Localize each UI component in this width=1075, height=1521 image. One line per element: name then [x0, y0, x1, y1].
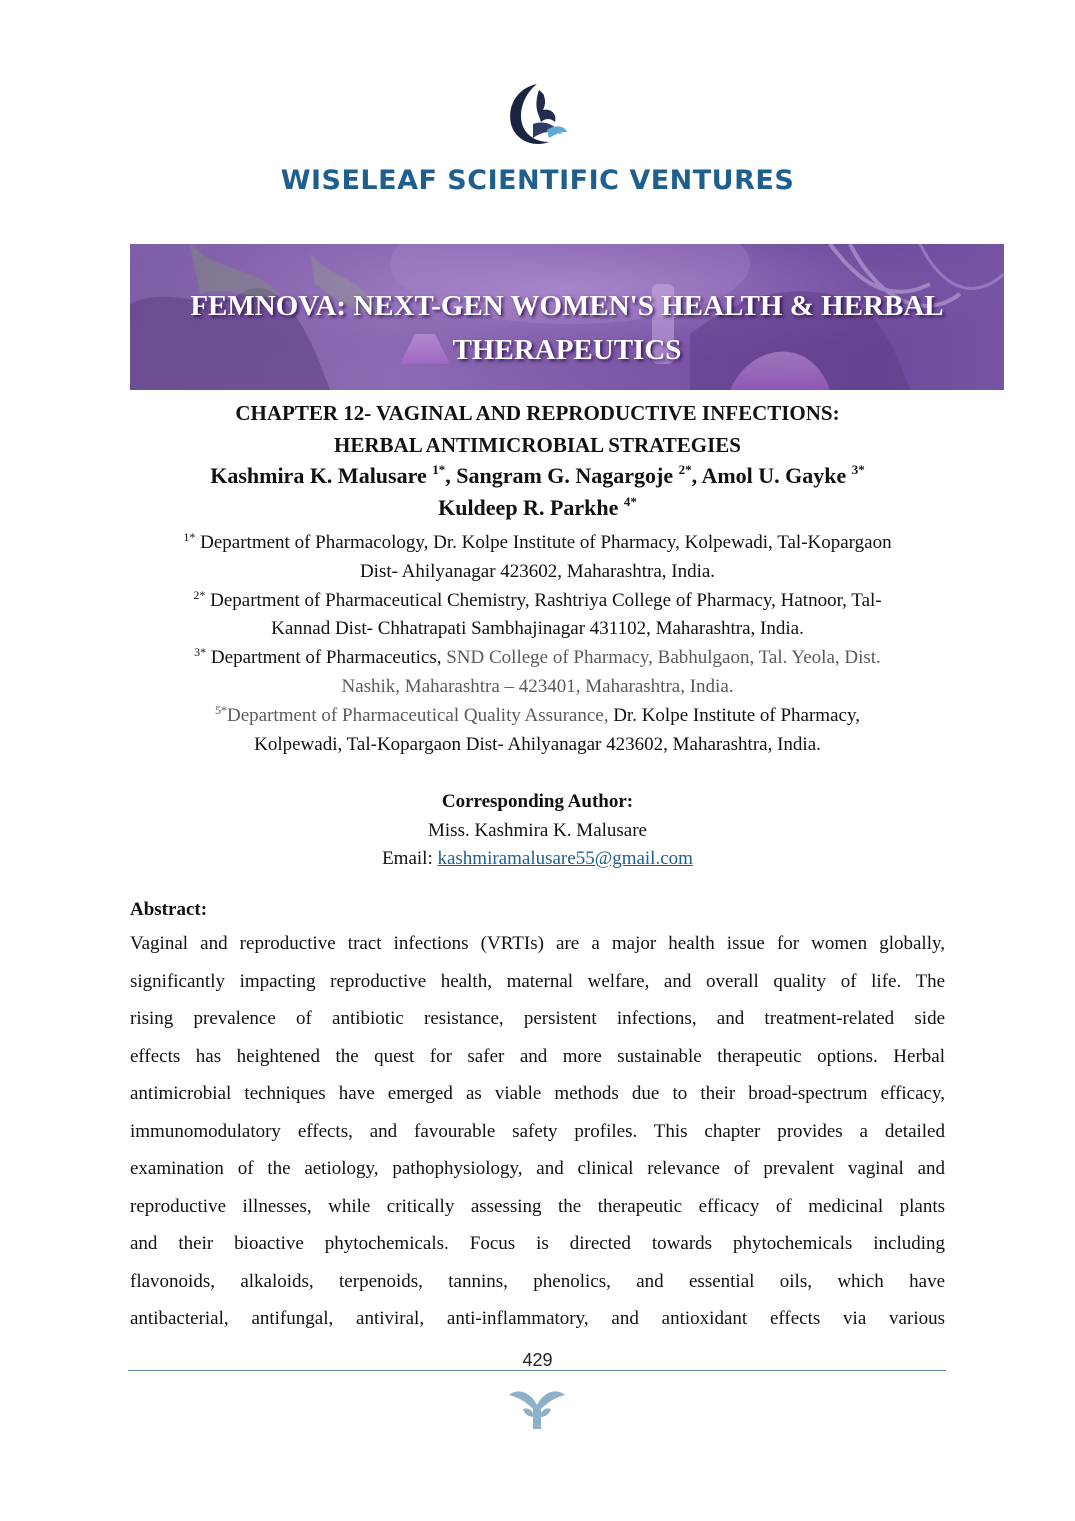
author-name: Kuldeep R. Parkhe: [438, 495, 619, 520]
author-name: Amol U. Gayke: [701, 463, 847, 488]
abstract-heading: Abstract:: [130, 899, 208, 920]
abstract-line: immunomodulatory effects, and favourable safety profiles. This chapter provides a detailed: [130, 1120, 945, 1142]
abstract-line: examination of the aetiology, pathophysiology, and clinical relevance of prevalent vaginal and: [130, 1158, 945, 1179]
leaf-figure-logo-icon: [503, 80, 571, 150]
abstract-line: antimicrobial techniques have emerged as viable methods due to their broad-spectrum efficacy,: [130, 1083, 945, 1104]
affiliation-4: $^{5*}$Department of Pharmaceutical Quality Assurance, Dr. Kolpe Institute of Pharmacy, Kolpewadi, Tal-Kopargaon Dist- Ahilyanagar 423602, Maharashtra, India.: [215, 702, 860, 755]
abstract-line: Vaginal and reproductive tract infections (VRTIs) are a major health issue for women globally,: [130, 933, 945, 954]
abstract-line: effects has heightened the quest for safer and more sustainable therapeutic options. Herbal: [130, 1045, 945, 1067]
author-name: Kashmira K. Malusare: [210, 463, 427, 488]
abstract-line: significantly impacting reproductive health, maternal welfare, and overall quality of life. The: [130, 970, 945, 992]
book-title: FEMNOVA: NEXT-GEN WOMEN'S HEALTH & HERBAL THERAPEUTICS: [190, 290, 944, 366]
footer-divider: [128, 1370, 946, 1371]
author-list: Kashmira K. Malusare $^{1*}$, Sangram G. Nagargoje $^{2*}$, Amol U. Gayke $^{3*}$ Kuldeep R. Parkhe $^{4*}$: [210, 462, 865, 520]
affiliation-2: $^{2*}$ Department of Pharmaceutical Chemistry, Rashtriya College of Pharmacy, Hatnoor, Tal- Kannad Dist- Chhatrapati Sambhajinagar 431102, Maharashtra, India.: [193, 587, 882, 640]
abstract-line: and their bioactive phytochemicals. Focus is directed towards phytochemicals including: [130, 1233, 945, 1254]
abstract-body: [130, 925, 945, 1338]
corresponding-author-name: Miss. Kashmira K. Malusare: [428, 819, 647, 841]
email-link[interactable]: kashmiramalusare55@gmail.com: [437, 848, 693, 869]
chapter-title: CHAPTER 12- VAGINAL AND REPRODUCTIVE INFECTIONS: HERBAL ANTIMICROBIAL STRATEGIES: [235, 401, 840, 457]
abstract-line: flavonoids, alkaloids, terpenoids, tannins, phenolics, and essential oils, which have: [130, 1270, 945, 1292]
abstract-line: antibacterial, antifungal, antiviral, anti-inflammatory, and antioxidant effects via various: [130, 1308, 945, 1329]
leaf-sprout-footer-icon: [505, 1385, 569, 1431]
abstract-line: reproductive illnesses, while critically assessing the therapeutic efficacy of medicinal plants: [130, 1195, 945, 1217]
affiliation-1: $^{1*}$ Department of Pharmacology, Dr. Kolpe Institute of Pharmacy, Kolpewadi, Tal-Kopargaon Dist- Ahilyanagar 423602, Maharashtra, India.: [183, 530, 892, 582]
page-number: 429: [522, 1350, 553, 1370]
publisher-name: WISELEAF SCIENTIFIC VENTURES: [280, 165, 795, 196]
affiliations: [110, 529, 965, 759]
author-name: Sangram G. Nagargoje: [456, 463, 674, 488]
abstract-line: rising prevalence of antibiotic resistance, persistent infections, and treatment-related side: [130, 1008, 945, 1029]
book-title-banner: [130, 244, 1004, 390]
corresponding-author: Corresponding Author: Miss. Kashmira K. Malusare Email: kashmiramalusare55@gmail.com: [0, 788, 1075, 874]
affiliation-3: $^{3*}$ Department of Pharmaceutics, SND College of Pharmacy, Babhulgaon, Tal. Yeola, Dist. Nashik, Maharashtra – 423401, Maharashtra, India.: [194, 645, 881, 697]
